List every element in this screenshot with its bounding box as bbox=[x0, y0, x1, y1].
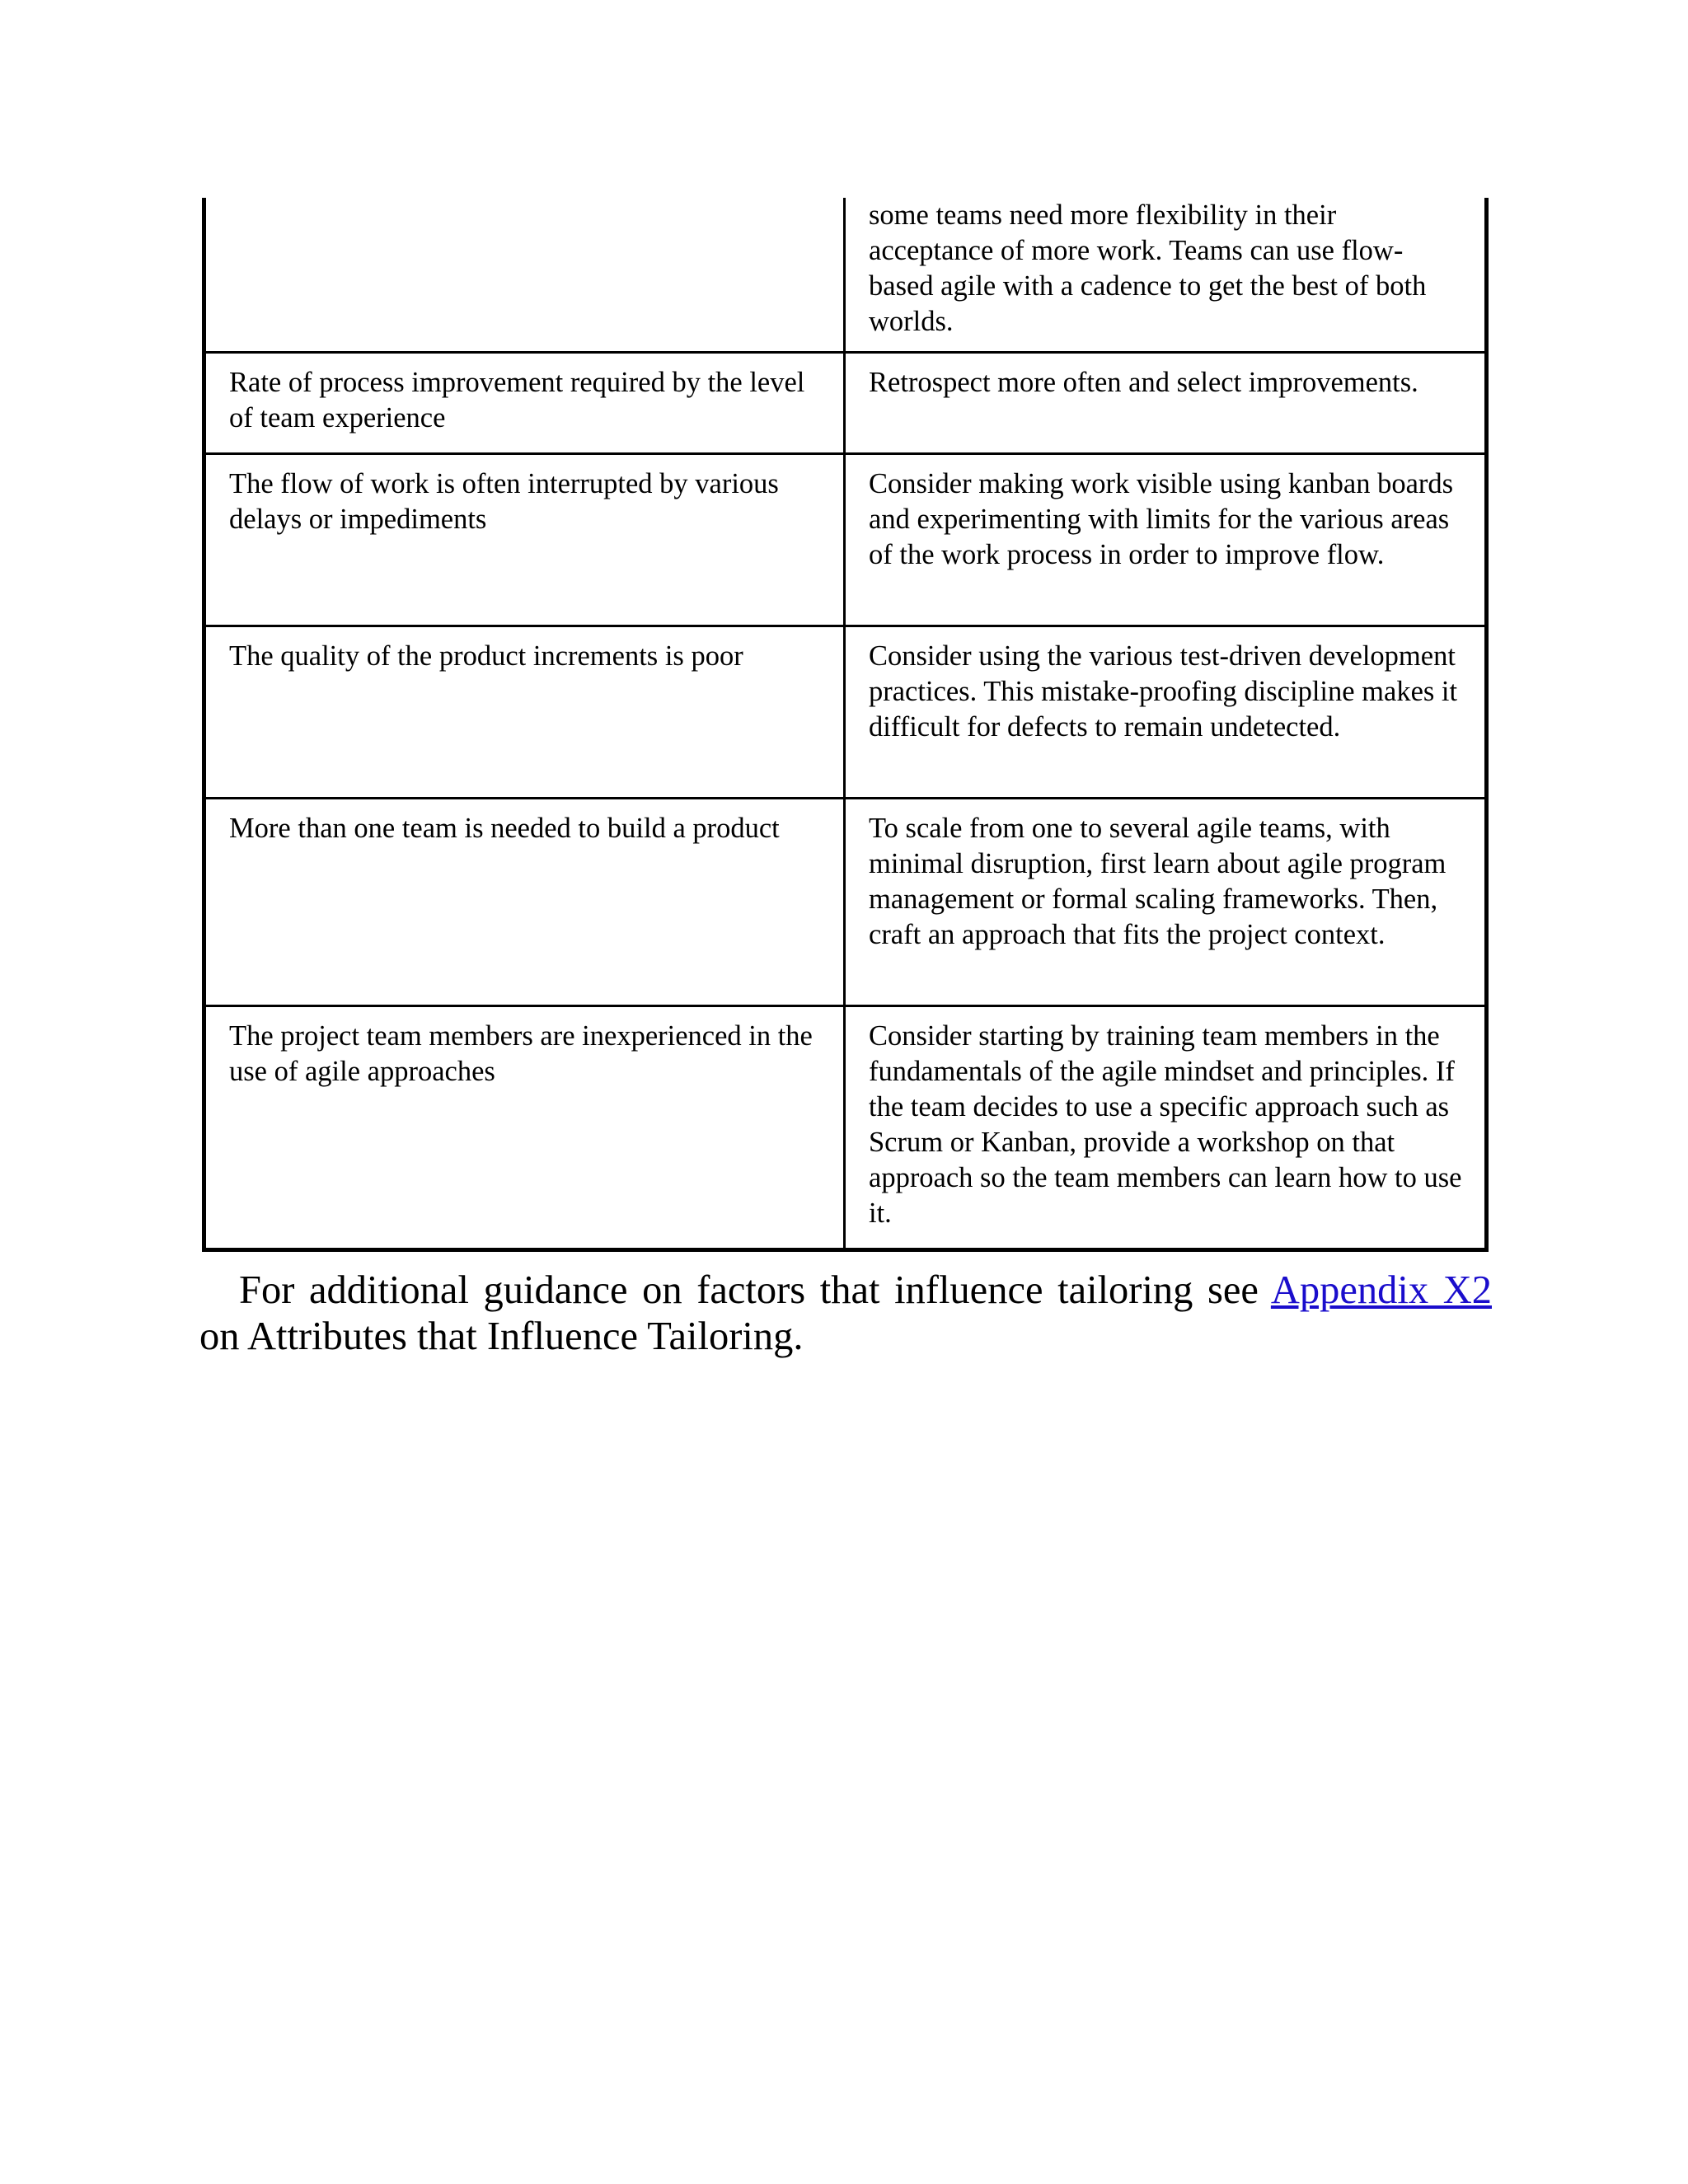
table-cell-suggestion: Consider making work visible using kanban boards and experimenting with limits for the various areas of the work process in order to improve flow. bbox=[845, 454, 1487, 626]
table-cell-situation: The quality of the product increments is poor bbox=[204, 626, 845, 799]
table-row bbox=[204, 198, 1487, 353]
table-row bbox=[204, 1006, 1487, 1250]
table-row bbox=[204, 454, 1487, 626]
table-cell-suggestion: Consider starting by training team members in the fundamentals of the agile mindset and principles. If the team decides to use a specific approach such as Scrum or Kanban, provide a workshop on that approach so the team members can learn how to use it. bbox=[845, 1006, 1487, 1250]
table-cell-suggestion: Retrospect more often and select improvements. bbox=[845, 353, 1487, 454]
table-row bbox=[204, 626, 1487, 799]
paragraph-text-before: For additional guidance on factors that influence tailoring see bbox=[239, 1268, 1271, 1312]
table-cell-suggestion: To scale from one to several agile teams, with minimal disruption, first learn about agile program management or formal scaling frameworks. Then, craft an approach that fits the project context. bbox=[845, 799, 1487, 1006]
guidance-paragraph bbox=[199, 1268, 1492, 1360]
tailoring-table bbox=[202, 198, 1489, 1252]
table-cell-situation: Rate of process improvement required by the level of team experience bbox=[204, 353, 845, 454]
appendix-x2-link[interactable]: Appendix X2 bbox=[1270, 1268, 1492, 1312]
table-cell-suggestion: Consider using the various test-driven development practices. This mistake-proofing discipline makes it difficult for defects to remain undetected. bbox=[845, 626, 1487, 799]
table-row bbox=[204, 353, 1487, 454]
table-cell-situation bbox=[204, 198, 845, 353]
table-cell-situation: The flow of work is often interrupted by various delays or impediments bbox=[204, 454, 845, 626]
table-cell-situation: More than one team is needed to build a product bbox=[204, 799, 845, 1006]
table-row bbox=[204, 799, 1487, 1006]
table-cell-situation: The project team members are inexperienced in the use of agile approaches bbox=[204, 1006, 845, 1250]
paragraph-text-after: on Attributes that Influence Tailoring. bbox=[199, 1315, 804, 1358]
table-cell-suggestion: some teams need more flexibility in their acceptance of more work. Teams can use flow-based agile with a cadence to get the best of both worlds. bbox=[845, 198, 1487, 353]
